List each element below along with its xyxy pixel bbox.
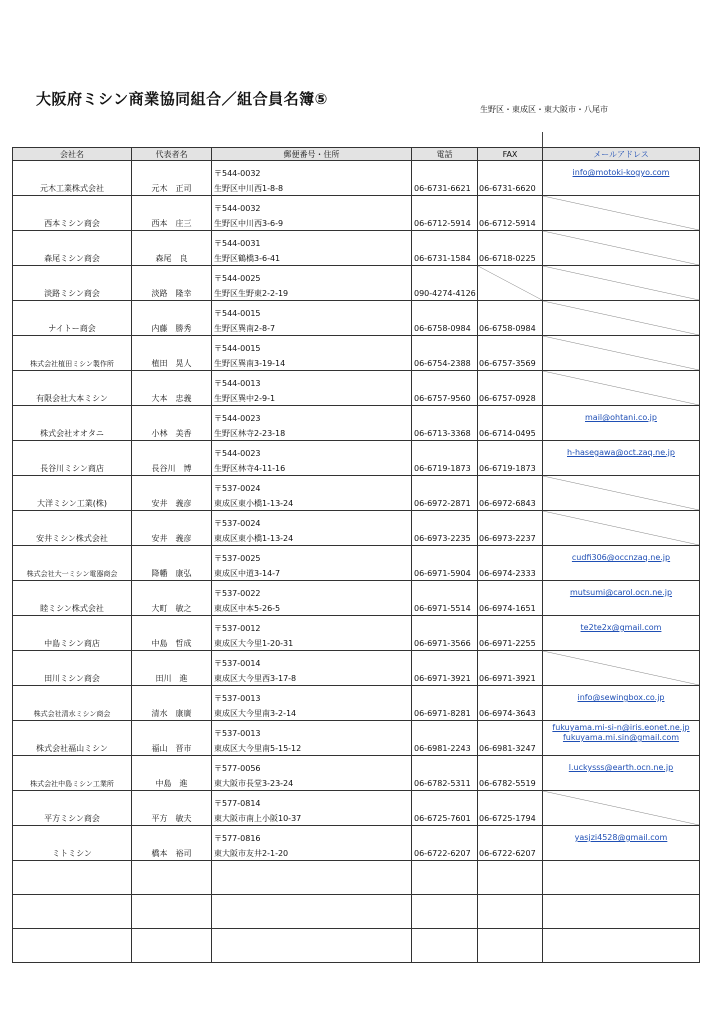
fax-number: 06-6712-5914 (478, 196, 543, 231)
email-cell (543, 756, 700, 791)
company-name: 西本ミシン商会 (13, 196, 132, 231)
table-row (13, 511, 700, 546)
postal-address (212, 161, 412, 196)
table-row (13, 476, 700, 511)
company-name: 株式会社植田ミシン製作所 (13, 336, 132, 371)
header-divider (542, 132, 543, 148)
table-row (13, 651, 700, 686)
table-row (13, 196, 700, 231)
postal-address (212, 301, 412, 336)
street-address: 東大阪市長堂3-23-24 (214, 779, 294, 788)
postal-code: 〒544-0015 (214, 309, 261, 318)
postal-code: 〒577-0814 (214, 799, 261, 808)
empty-cell (543, 895, 700, 929)
company-name: 株式会社福山ミシン (13, 721, 132, 756)
header-mail: メールアドレス (543, 148, 700, 161)
company-name: 株式会社清水ミシン商会 (13, 686, 132, 721)
email-link[interactable]: l.uckysss@earth.ocn.ne.jp (568, 763, 674, 772)
table-row (13, 791, 700, 826)
representative-name: 清水 康廣 (132, 686, 212, 721)
phone-number: 090-4274-4126 (412, 266, 478, 301)
fax-number: 06-6757-3569 (478, 336, 543, 371)
representative-name: 大町 敏之 (132, 581, 212, 616)
postal-address (212, 686, 412, 721)
header-tel: 電話 (412, 148, 478, 161)
email-link[interactable]: mutsumi@carol.ocn.ne.jp (569, 588, 673, 597)
phone-number: 06-6722-6207 (412, 826, 478, 861)
empty-cell (13, 929, 132, 963)
street-address: 東大阪市南上小阪10-37 (214, 814, 302, 823)
street-address: 生野区生野東2-2-19 (214, 289, 289, 298)
postal-code: 〒537-0022 (214, 589, 261, 598)
empty-cell (132, 895, 212, 929)
street-address: 生野区巽南2-8-7 (214, 324, 276, 333)
document-title: 大阪府ミシン商業協同組合／組合員名簿⑤ (36, 90, 328, 108)
empty-cell (412, 861, 478, 895)
postal-code: 〒544-0023 (214, 449, 261, 458)
table-row (13, 756, 700, 791)
table-row (13, 301, 700, 336)
phone-number: 06-6719-1873 (412, 441, 478, 476)
representative-name: 中島 哲成 (132, 616, 212, 651)
company-name: 元木工業株式会社 (13, 161, 132, 196)
representative-name: 内藤 勝秀 (132, 301, 212, 336)
phone-number: 06-6971-8281 (412, 686, 478, 721)
street-address: 東成区大今里西3-17-8 (214, 674, 297, 683)
table-row (13, 721, 700, 756)
phone-number: 06-6731-1584 (412, 231, 478, 266)
postal-code: 〒537-0014 (214, 659, 261, 668)
empty-cell-slash (478, 266, 542, 300)
phone-number: 06-6731-6621 (412, 161, 478, 196)
company-name: 平方ミシン商会 (13, 791, 132, 826)
phone-number: 06-6981-2243 (412, 721, 478, 756)
postal-code: 〒537-0013 (214, 729, 261, 738)
postal-address (212, 406, 412, 441)
fax-number: 06-6782-5519 (478, 756, 543, 791)
empty-cell-slash (543, 196, 699, 230)
phone-number: 06-6757-9560 (412, 371, 478, 406)
street-address: 生野区林寺4-11-16 (214, 464, 286, 473)
representative-name: 降幡 康弘 (132, 546, 212, 581)
phone-number: 06-6972-2871 (412, 476, 478, 511)
phone-number: 06-6782-5311 (412, 756, 478, 791)
empty-cell (13, 861, 132, 895)
street-address: 東成区東小橋1-13-24 (214, 499, 294, 508)
fax-number: 06-6972-6843 (478, 476, 543, 511)
street-address: 東大阪市友井2-1-20 (214, 849, 289, 858)
fax-number: 06-6719-1873 (478, 441, 543, 476)
empty-cell (543, 929, 700, 963)
header-address: 郵便番号・住所 (212, 148, 412, 161)
representative-name: 小林 美香 (132, 406, 212, 441)
postal-address (212, 266, 412, 301)
email-cell-empty (543, 371, 700, 406)
postal-code: 〒544-0025 (214, 274, 261, 283)
email-cell (543, 686, 700, 721)
fax-number: 06-6758-0984 (478, 301, 543, 336)
table-row (13, 441, 700, 476)
street-address: 東成区大今里南5-15-12 (214, 744, 302, 753)
empty-cell-slash (543, 791, 699, 825)
representative-name: 森尾 良 (132, 231, 212, 266)
representative-name: 安井 義彦 (132, 511, 212, 546)
email-link[interactable]: info@motoki-kogyo.com (572, 168, 670, 177)
table-row (13, 826, 700, 861)
email-cell-empty (543, 301, 700, 336)
representative-name: 長谷川 博 (132, 441, 212, 476)
email-link[interactable]: info@sewingbox.co.jp (577, 693, 665, 702)
table-row (13, 686, 700, 721)
fax-number: 06-6974-3643 (478, 686, 543, 721)
company-name: 田川ミシン商会 (13, 651, 132, 686)
empty-cell (412, 895, 478, 929)
phone-number: 06-6754-2388 (412, 336, 478, 371)
fax-number: 06-6757-0928 (478, 371, 543, 406)
postal-address (212, 511, 412, 546)
postal-code: 〒537-0024 (214, 519, 261, 528)
email-cell (543, 546, 700, 581)
company-name: 有限会社大本ミシン (13, 371, 132, 406)
email-cell-empty (543, 476, 700, 511)
street-address: 東成区大今里1-20-31 (214, 639, 294, 648)
table-row (13, 581, 700, 616)
postal-address (212, 826, 412, 861)
phone-number: 06-6971-3566 (412, 616, 478, 651)
email-link[interactable]: mail@ohtani.co.jp (585, 413, 657, 422)
table-row (13, 616, 700, 651)
empty-cell (132, 929, 212, 963)
empty-cell (478, 929, 543, 963)
empty-cell-slash (543, 651, 699, 685)
fax-number: 06-6714-0495 (478, 406, 543, 441)
company-name: ミトミシン (13, 826, 132, 861)
empty-cell (543, 861, 700, 895)
header-fax: FAX (478, 148, 543, 161)
phone-number: 06-6971-5514 (412, 581, 478, 616)
representative-name: 福山 晋市 (132, 721, 212, 756)
email-cell (543, 581, 700, 616)
phone-number: 06-6973-2235 (412, 511, 478, 546)
empty-cell-slash (543, 301, 699, 335)
empty-cell (212, 861, 412, 895)
empty-table-row (13, 895, 700, 929)
postal-code: 〒537-0025 (214, 554, 261, 563)
email-cell (543, 826, 700, 861)
representative-name: 中島 進 (132, 756, 212, 791)
phone-number: 06-6725-7601 (412, 791, 478, 826)
representative-name: 西本 庄三 (132, 196, 212, 231)
table-row (13, 336, 700, 371)
email-cell-empty (543, 196, 700, 231)
header-rep: 代表者名 (132, 148, 212, 161)
postal-address (212, 336, 412, 371)
representative-name: 田川 進 (132, 651, 212, 686)
email-cell-empty (543, 336, 700, 371)
email-cell-empty (543, 231, 700, 266)
table-header-row (13, 148, 700, 161)
postal-code: 〒577-0056 (214, 764, 261, 773)
postal-address (212, 651, 412, 686)
table-row (13, 231, 700, 266)
postal-code: 〒544-0013 (214, 379, 261, 388)
phone-number: 06-6758-0984 (412, 301, 478, 336)
email-link[interactable]: cudfi306@occnzaq.ne.jp (571, 553, 671, 562)
company-name: 長谷川ミシン商店 (13, 441, 132, 476)
postal-address (212, 791, 412, 826)
empty-table-row (13, 929, 700, 963)
empty-cell-slash (543, 336, 699, 370)
postal-code: 〒544-0015 (214, 344, 261, 353)
street-address: 生野区巽南3-19-14 (214, 359, 286, 368)
street-address: 東成区東小橋1-13-24 (214, 534, 294, 543)
empty-cell-slash (543, 371, 699, 405)
table-row (13, 546, 700, 581)
postal-address (212, 756, 412, 791)
empty-cell (212, 929, 412, 963)
table-row (13, 371, 700, 406)
phone-number: 06-6971-5904 (412, 546, 478, 581)
email-link[interactable]: h-hasegawa@oct.zaq.ne.jp (567, 448, 675, 457)
email-cell (543, 161, 700, 196)
postal-address (212, 441, 412, 476)
fax-number: 06-6718-0225 (478, 231, 543, 266)
street-address: 生野区巽中2-9-1 (214, 394, 276, 403)
company-name: 大洋ミシン工業(株) (13, 476, 132, 511)
empty-cell-slash (543, 476, 699, 510)
empty-cell-slash (543, 231, 699, 265)
table-row (13, 161, 700, 196)
email-link[interactable]: fukuyama.mi.sin@gmail.com (562, 733, 680, 742)
empty-cell (478, 895, 543, 929)
table-row (13, 406, 700, 441)
street-address: 生野区中川西3-6-9 (214, 219, 284, 228)
empty-cell (412, 929, 478, 963)
fax-number: 06-6974-2333 (478, 546, 543, 581)
company-name: 森尾ミシン商会 (13, 231, 132, 266)
representative-name: 淡路 隆幸 (132, 266, 212, 301)
email-cell (543, 616, 700, 651)
fax-number: 06-6731-6620 (478, 161, 543, 196)
email-cell-empty (543, 651, 700, 686)
street-address: 生野区中川西1-8-8 (214, 184, 284, 193)
postal-code: 〒537-0024 (214, 484, 261, 493)
company-name: 淡路ミシン商会 (13, 266, 132, 301)
company-name: 株式会社オオタニ (13, 406, 132, 441)
empty-table-row (13, 861, 700, 895)
fax-number: 06-6974-1651 (478, 581, 543, 616)
email-link[interactable]: te2te2x@gmail.com (580, 623, 662, 632)
fax-number: 06-6971-3921 (478, 651, 543, 686)
email-cell-empty (543, 511, 700, 546)
representative-name: 植田 晃人 (132, 336, 212, 371)
postal-code: 〒544-0032 (214, 169, 261, 178)
postal-address (212, 721, 412, 756)
postal-code: 〒544-0023 (214, 414, 261, 423)
phone-number: 06-6971-3921 (412, 651, 478, 686)
fax-number: 06-6725-1794 (478, 791, 543, 826)
street-address: 生野区鶴橋3-6-41 (214, 254, 281, 263)
empty-cell (132, 861, 212, 895)
street-address: 東成区中本5-26-5 (214, 604, 281, 613)
empty-cell-slash (543, 511, 699, 545)
fax-number: 06-6973-2237 (478, 511, 543, 546)
postal-code: 〒537-0012 (214, 624, 261, 633)
header-company: 会社名 (13, 148, 132, 161)
postal-address (212, 371, 412, 406)
table-body (13, 161, 700, 963)
company-name: 中島ミシン商店 (13, 616, 132, 651)
postal-address (212, 196, 412, 231)
fax-number (478, 266, 543, 301)
representative-name: 安井 義彦 (132, 476, 212, 511)
email-cell-empty (543, 791, 700, 826)
document-subtitle: 生野区・東成区・東大阪市・八尾市 (480, 105, 608, 114)
street-address: 東成区大今里南3-2-14 (214, 709, 297, 718)
fax-number: 06-6722-6207 (478, 826, 543, 861)
representative-name: 大本 忠義 (132, 371, 212, 406)
postal-code: 〒544-0031 (214, 239, 261, 248)
empty-cell-slash (543, 266, 699, 300)
member-roster-table (12, 147, 700, 963)
company-name: 安井ミシン株式会社 (13, 511, 132, 546)
postal-address (212, 231, 412, 266)
email-cell (543, 441, 700, 476)
company-name: ナイトー商会 (13, 301, 132, 336)
empty-cell (212, 895, 412, 929)
street-address: 生野区林寺2-23-18 (214, 429, 286, 438)
company-name: 株式会社大一ミシン電器商会 (13, 546, 132, 581)
company-name: 株式会社中島ミシン工業所 (13, 756, 132, 791)
postal-code: 〒544-0032 (214, 204, 261, 213)
postal-address (212, 476, 412, 511)
phone-number: 06-6712-5914 (412, 196, 478, 231)
email-cell (543, 406, 700, 441)
postal-code: 〒537-0013 (214, 694, 261, 703)
postal-address (212, 546, 412, 581)
postal-address (212, 581, 412, 616)
company-name: 睦ミシン株式会社 (13, 581, 132, 616)
email-link[interactable]: fukuyama.mi-si-n@iris.eonet.ne.jp (552, 723, 690, 732)
empty-cell (13, 895, 132, 929)
postal-code: 〒577-0816 (214, 834, 261, 843)
email-link[interactable]: yasjzi4528@gmail.com (574, 833, 668, 842)
email-cell-empty (543, 266, 700, 301)
representative-name: 橋本 裕司 (132, 826, 212, 861)
street-address: 東成区中道3-14-7 (214, 569, 281, 578)
representative-name: 平方 敏夫 (132, 791, 212, 826)
postal-address (212, 616, 412, 651)
phone-number: 06-6713-3368 (412, 406, 478, 441)
representative-name: 元木 正司 (132, 161, 212, 196)
fax-number: 06-6981-3247 (478, 721, 543, 756)
fax-number: 06-6971-2255 (478, 616, 543, 651)
email-cell (543, 721, 700, 756)
table-row (13, 266, 700, 301)
empty-cell (478, 861, 543, 895)
